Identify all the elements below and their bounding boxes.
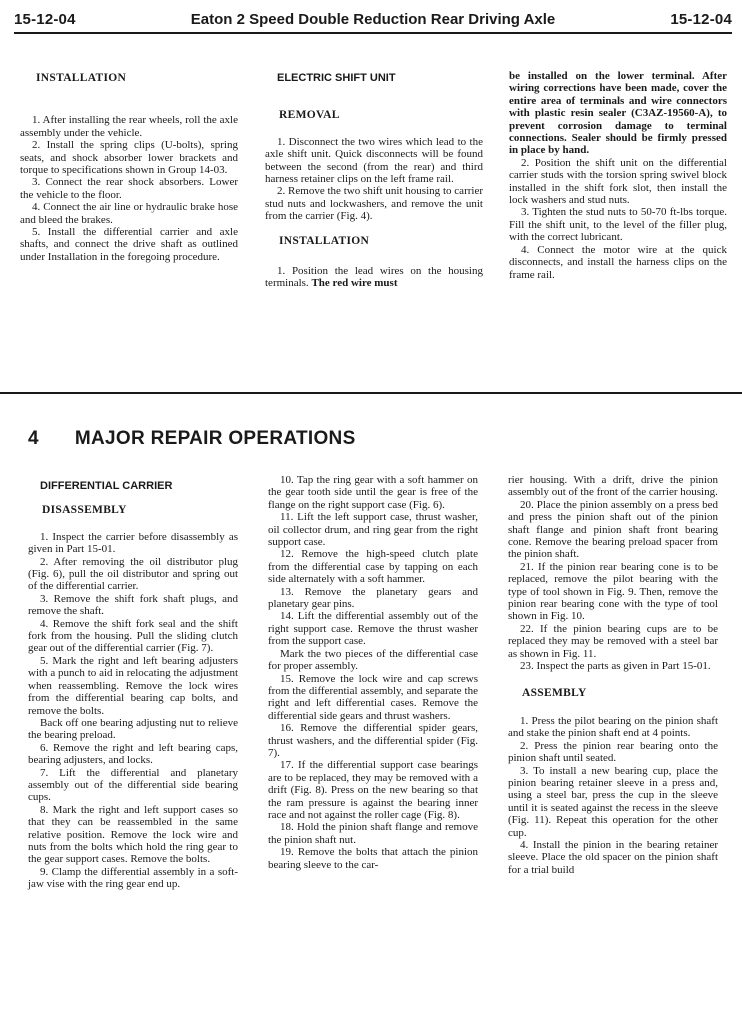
paragraph: 3. Remove the shift fork shaft plugs, and remove the shaft. (28, 592, 238, 618)
bottom-column-2 (268, 474, 478, 871)
paragraph: 3. Connect the rear shock absorbers. Lower the vehicle to the floor. (20, 176, 238, 201)
paragraph: 2. After removing the oil distributor plug (Fig. 6), pull the oil distributor and spring out of the differential carrier. (28, 555, 238, 593)
paragraph: 11. Lift the left support case, thrust washer, oil collector drum, and ring gear from the right support case. (268, 511, 478, 549)
paragraph: 4. Remove the shift fork seal and the shift fork from the housing. Pull the sliding clutch gear out of the differential carrier (Fig. 7). (28, 617, 238, 655)
section-number: 4 (28, 428, 39, 449)
installation-heading: INSTALLATION (279, 234, 370, 247)
installation-heading: INSTALLATION (36, 72, 127, 84)
paragraph: 18. Hold the pinion shaft flange and remove the pinion shaft nut. (268, 821, 478, 846)
paragraph: 21. If the pinion rear bearing cone is to be replaced, remove the pilot bearing with the type of tool shown in Fig. 9. Then, remove the pinion rear bearing cone with the type of tool shown in Fig. 10. (508, 560, 718, 623)
paragraph: 4. Connect the motor wire at the quick disconnects, and install the harness clips on the frame rail. (509, 243, 727, 281)
warning-continuation (509, 70, 727, 157)
paragraph: 10. Tap the ring gear with a soft hammer on the gear tooth side until the gear is free of the flange on the right support case (Fig. 6). (268, 474, 478, 511)
paragraph: 22. If the pinion bearing cups are to be replaced they may be removed with a steel bar as shown in Fig. 11. (508, 622, 718, 660)
paragraph: 2. Position the shift unit on the differential carrier studs with the torsion spring swivel block installed in the shift fork slot, then install the lock washers and stud nuts. (509, 156, 727, 207)
bottom-column-1 (28, 480, 238, 891)
page-number-left: 15-12-04 (14, 10, 76, 28)
disassembly-heading: DISASSEMBLY (42, 504, 127, 517)
removal-heading: REMOVAL (279, 109, 340, 122)
top-column-3 (509, 70, 727, 281)
chapter-title: Eaton 2 Speed Double Reduction Rear Driving Axle (190, 10, 556, 28)
section-title (28, 428, 356, 450)
paragraph: 1. After installing the rear wheels, roll the axle assembly under the vehicle. (20, 114, 238, 139)
section-name: MAJOR REPAIR OPERATIONS (74, 428, 356, 449)
page-number-right: 15-12-04 (670, 10, 732, 28)
paragraph: 5. Install the differential carrier and axle shafts, and connect the drive shaft as outlined under Installation in the foregoing procedure. (20, 226, 238, 263)
paragraph: 1. Press the pilot bearing on the pinion shaft and stake the pinion shaft end at 4 points. (508, 714, 718, 740)
paragraph: 1. Inspect the carrier before disassembly as given in Part 15-01. (28, 530, 238, 556)
paragraph: 7. Lift the differential and planetary assembly out of the differential side bearing cups. (28, 766, 238, 804)
paragraph: 3. Tighten the stud nuts to 50-70 ft-lbs torque. Fill the shift unit, to the level of the filler plug, with the correct lubricant. (509, 206, 727, 244)
paragraph: 9. Clamp the differential assembly in a soft-jaw vise with the ring gear end up. (28, 865, 238, 891)
paragraph: 23. Inspect the parts as given in Part 15-01. (520, 660, 711, 673)
paragraph: 4. Install the pinion in the bearing retainer sleeve. Place the old spacer on the pinion shaft for a trial build (508, 838, 718, 876)
paragraph: 6. Remove the right and left bearing caps, bearing adjusters, and locks. (28, 741, 238, 767)
paragraph: 14. Lift the differential assembly out of the right support case. Remove the thrust washer from the support case. (268, 610, 478, 648)
paragraph: 2. Install the spring clips (U-bolts), spring seats, and shock absorber lower brackets and torque to specifications shown in Group 14-03. (20, 139, 238, 177)
paragraph (265, 265, 483, 290)
paragraph: 5. Mark the right and left bearing adjusters with a punch to aid in relocating the adjustment when reassembling. Remove the lock wires from the differential bearing cap bolts, and remove the bolts. (28, 654, 238, 717)
paragraph: 16. Remove the differential spider gears, thrust washers, and the differential spider (Fig. 7). (268, 722, 478, 759)
paragraph: 19. Remove the bolts that attach the pinion bearing sleeve to the car- (268, 846, 478, 871)
top-column-1 (20, 72, 238, 263)
paragraph-text: 1. Position the lead wires on the housing terminals. (265, 265, 483, 290)
top-column-2 (265, 72, 483, 290)
paragraph: 4. Connect the air line or hydraulic brake hose and bleed the brakes. (20, 201, 238, 226)
electric-shift-unit-heading: ELECTRIC SHIFT UNIT (277, 72, 396, 84)
section-divider (0, 392, 742, 394)
paragraph: 20. Place the pinion assembly on a press bed and press the pinion shaft out of the pinion shaft flange and pinion shaft front bearing cone. Remove the bearing preload spacer from the pinion shaft. (508, 498, 718, 561)
warning-text: The red wire must (311, 277, 398, 290)
paragraph-continuation: rier housing. With a drift, drive the pinion assembly out of the front of the carrier housing. (508, 474, 718, 499)
paragraph: Mark the two pieces of the differential case for proper assembly. (268, 647, 478, 673)
paragraph: Back off one bearing adjusting nut to relieve the bearing preload. (28, 716, 238, 742)
paragraph: 17. If the differential support case bearings are to be replaced, they may be removed with a drift (Fig. 8). Press on the new bearing so that the ram pressure is against the bearing inner race and not against the roller cage (Fig. 8). (268, 759, 478, 821)
paragraph: 2. Press the pinion rear bearing onto the pinion shaft until seated. (508, 739, 718, 765)
paragraph: 8. Mark the right and left support cases so that they can be reassembled in the same relative position. Remove the lock wire and nuts from the bolts which hold the ring gear to the gear support cases. Remove the bolts. (28, 803, 238, 866)
differential-carrier-heading: DIFFERENTIAL CARRIER (40, 480, 173, 492)
page-header (14, 6, 732, 34)
warning-text: be installed on the lower terminal. After wiring corrections have been made, cover the entire area of terminals and wire connectors with plastic resin sealer (C3AZ-19560-A), to prevent corrosion damage to terminal connections. Sealer should be firmly pressed in place by hand. (509, 70, 727, 157)
paragraph: 3. To install a new bearing cup, place the pinion bearing retainer sleeve in a press and, using a steel bar, press the cup in the sleeve until it is seated against the recess in the sleeve (Fig. 11). Repeat this operation for the other cup. (508, 764, 718, 839)
paragraph: 2. Remove the two shift unit housing to carrier stud nuts and lockwashers, and remove the unit from the carrier (Fig. 4). (265, 185, 483, 223)
bottom-column-3 (508, 474, 718, 876)
paragraph: 12. Remove the high-speed clutch plate from the differential case by tapping on each side alternately with a soft hammer. (268, 548, 478, 586)
paragraph: 13. Remove the planetary gears and planetary gear pins. (268, 585, 478, 611)
assembly-heading: ASSEMBLY (522, 686, 587, 699)
paragraph: 1. Disconnect the two wires which lead to the axle shift unit. Quick disconnects will be found between the second (from the rear) and third harness retainer clips on the left frame rail. (265, 135, 483, 186)
paragraph: 15. Remove the lock wire and cap screws from the differential assembly, and separate the right and left differential cases. Remove the differential side gears and thrust washers. (268, 672, 478, 722)
